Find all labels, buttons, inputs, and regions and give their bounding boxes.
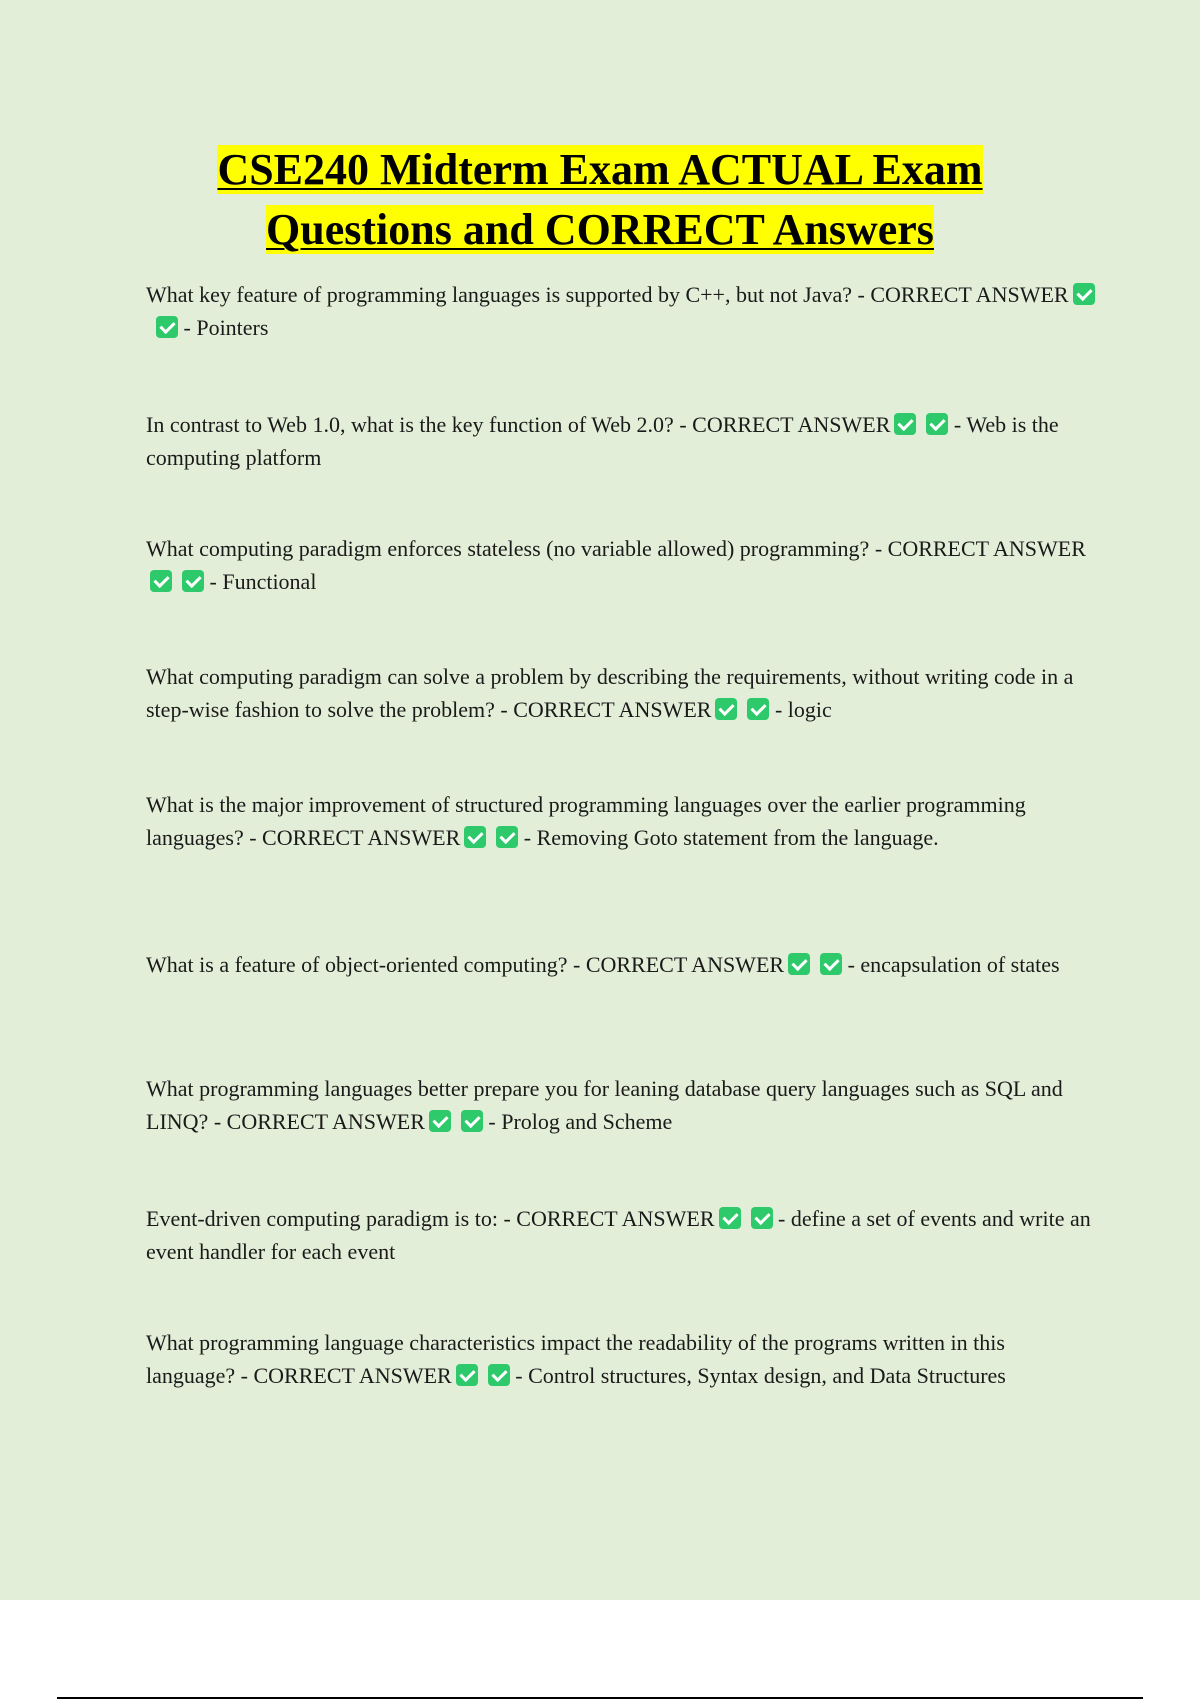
check-mark-button-icon: [156, 316, 178, 338]
check-mark-button-icon: [894, 413, 916, 435]
answer-marker: - CORRECT ANSWER: [249, 825, 461, 850]
check-mark-button-icon: [150, 570, 172, 592]
answer-marker: - CORRECT ANSWER: [503, 1206, 715, 1231]
title-line-1: CSE240 Midterm Exam ACTUAL Exam: [217, 145, 983, 194]
question-text: What is a feature of object-oriented computing?: [146, 952, 568, 977]
qa-item: Event-driven computing paradigm is to: - CORRECT ANSWER - define a set of events and write an event handler for each event: [146, 1206, 1091, 1264]
qa-item: In contrast to Web 1.0, what is the key function of Web 2.0? - CORRECT ANSWER - Web is the computing platform: [146, 412, 1059, 470]
check-mark-button-icon: [488, 1364, 510, 1386]
title-line-2: Questions and CORRECT Answers: [266, 205, 934, 254]
check-mark-button-icon: [496, 826, 518, 848]
answer-text: Pointers: [196, 315, 269, 340]
check-mark-button-icon: [926, 413, 948, 435]
question-text: Event-driven computing paradigm is to:: [146, 1206, 498, 1231]
check-mark-button-icon: [456, 1364, 478, 1386]
check-mark-button-icon: [464, 826, 486, 848]
question-text: What key feature of programming languages is supported by C++, but not Java?: [146, 282, 853, 307]
answer-marker: - CORRECT ANSWER: [679, 412, 891, 437]
question-text: What computing paradigm enforces stateless (no variable allowed) programming?: [146, 536, 870, 561]
check-mark-button-icon: [429, 1110, 451, 1132]
qa-item: What programming language characteristics impact the readability of the programs written in this language? - CORRECT ANSWER - Control structures, Syntax design, and Data Structures: [146, 1330, 1006, 1388]
answer-text: Functional: [222, 569, 317, 594]
answer-text: Web is the computing platform: [146, 412, 1059, 470]
check-mark-button-icon: [747, 698, 769, 720]
document-title: [0, 140, 1200, 260]
question-text: What is the major improvement of structured programming languages over the earlier programming languages?: [146, 792, 1026, 850]
question-text: What programming language characteristics impact the readability of the programs written in this language?: [146, 1330, 1005, 1388]
check-mark-button-icon: [719, 1207, 741, 1229]
qa-item: What computing paradigm enforces stateless (no variable allowed) programming? - CORRECT ANSWER - Functional: [146, 536, 1086, 594]
qa-item: What is a feature of object-oriented computing? - CORRECT ANSWER - encapsulation of states: [146, 952, 1060, 977]
answer-marker: - CORRECT ANSWER: [573, 952, 785, 977]
check-mark-button-icon: [820, 953, 842, 975]
answer-marker: - CORRECT ANSWER: [874, 536, 1086, 561]
answer-text: Prolog and Scheme: [501, 1109, 673, 1134]
answer-text: define a set of events and write an event handler for each event: [146, 1206, 1091, 1264]
check-mark-button-icon: [715, 698, 737, 720]
qa-item: What programming languages better prepare you for leaning database query languages such as SQL and LINQ? - CORRECT ANSWER - Prolog and Scheme: [146, 1076, 1063, 1134]
question-text: In contrast to Web 1.0, what is the key function of Web 2.0?: [146, 412, 674, 437]
answer-marker: - CORRECT ANSWER: [213, 1109, 425, 1134]
question-text: What computing paradigm can solve a problem by describing the requirements, without writing code in a step-wise fashion to solve the problem?: [146, 664, 1074, 722]
qa-item: What key feature of programming languages is supported by C++, but not Java? - CORRECT ANSWER - Pointers: [146, 278, 1096, 344]
answer-marker: - CORRECT ANSWER: [857, 282, 1069, 307]
qa-item: What computing paradigm can solve a problem by describing the requirements, without writing code in a step-wise fashion to solve the problem? - CORRECT ANSWER - logic: [146, 664, 1074, 722]
check-mark-button-icon: [1073, 283, 1095, 305]
answer-text: Removing Goto statement from the language.: [536, 825, 939, 850]
check-mark-button-icon: [461, 1110, 483, 1132]
qa-item: What is the major improvement of structured programming languages over the earlier programming languages? - CORRECT ANSWER - Removing Goto statement from the language.: [146, 792, 1026, 850]
answer-marker: - CORRECT ANSWER: [500, 697, 712, 722]
check-mark-button-icon: [788, 953, 810, 975]
answer-marker: - CORRECT ANSWER: [240, 1363, 452, 1388]
answer-text: logic: [787, 697, 832, 722]
check-mark-button-icon: [182, 570, 204, 592]
check-mark-button-icon: [751, 1207, 773, 1229]
answer-text: Control structures, Syntax design, and Data Structures: [528, 1363, 1006, 1388]
footer-divider: [57, 1697, 1143, 1699]
question-text: What programming languages better prepare you for leaning database query languages such as SQL and LINQ?: [146, 1076, 1063, 1134]
answer-text: encapsulation of states: [860, 952, 1060, 977]
